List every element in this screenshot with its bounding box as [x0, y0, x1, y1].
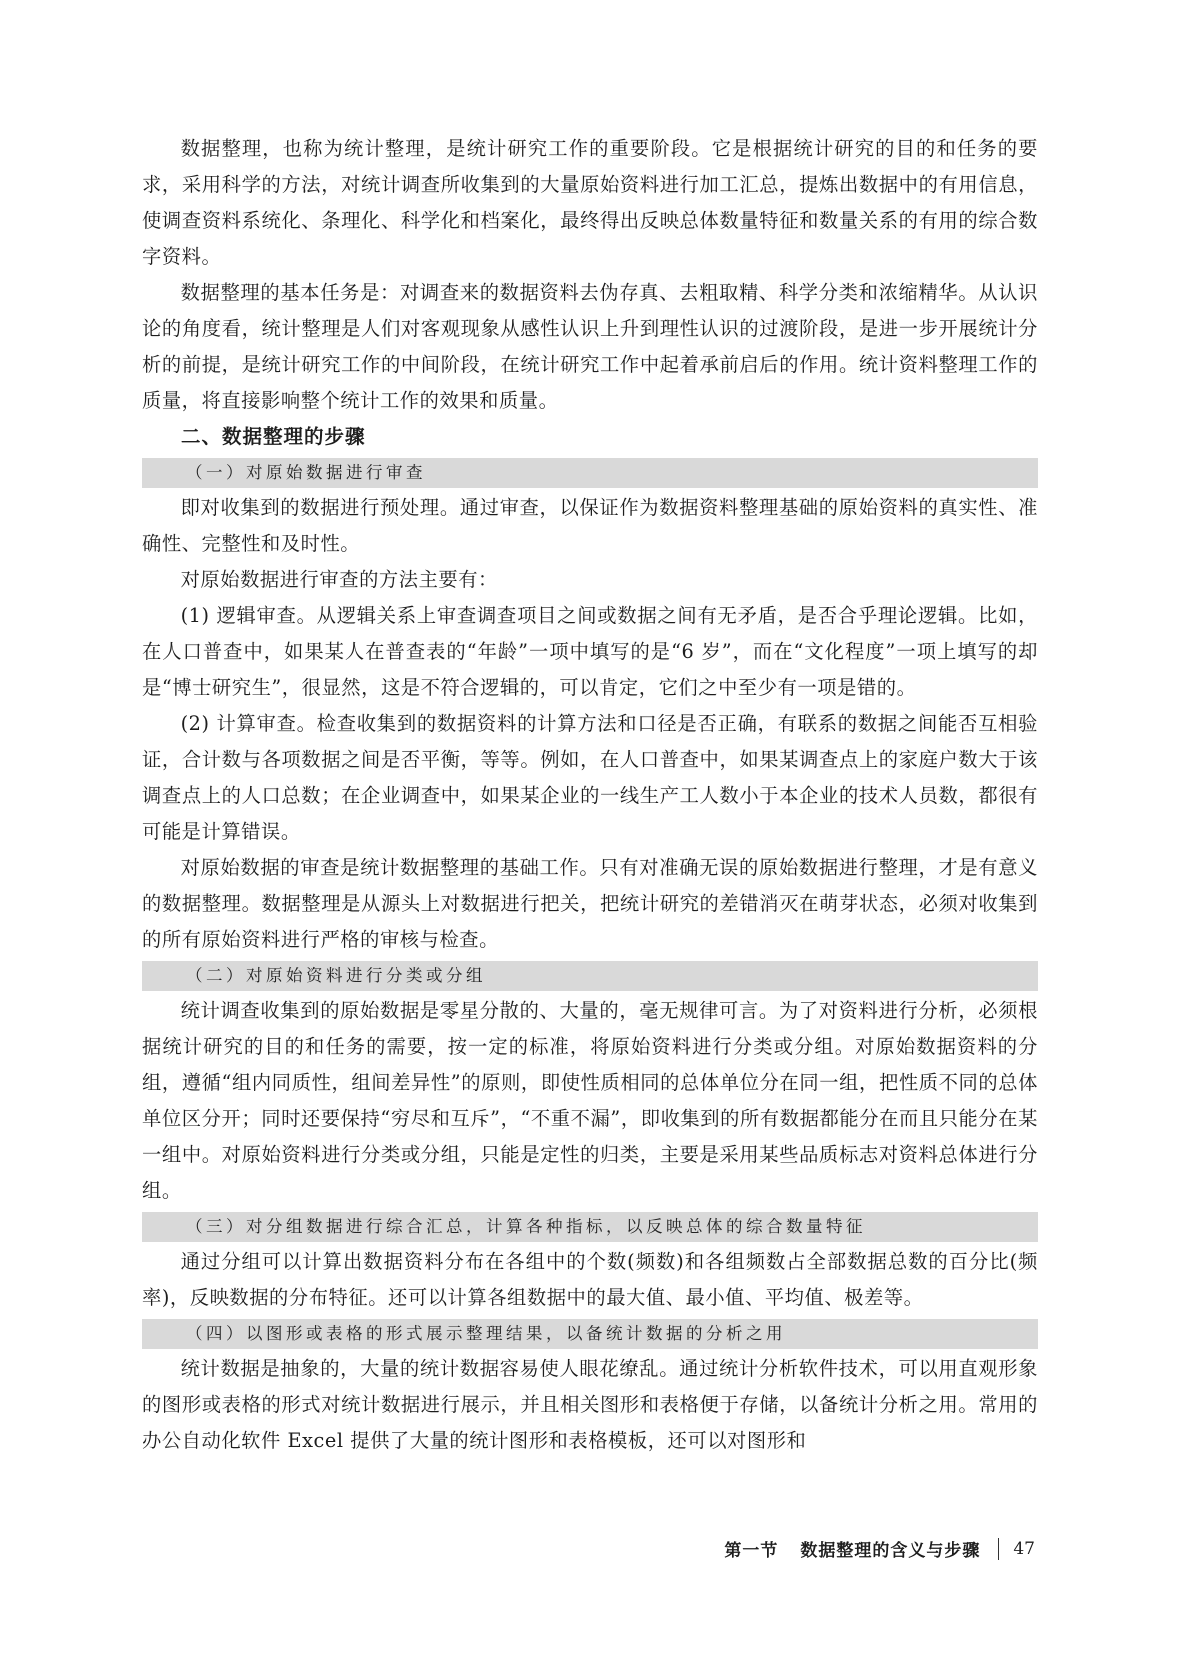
paragraph-grouping: 统计调查收集到的原始数据是零星分散的、大量的，毫无规律可言。为了对资料进行分析，必须根据统计研究的目的和任务的需要，按一定的标准，将原始资料进行分类或分组。对原始数据资料的分组，遵循“组内同质性，组间差异性”的原则，即使性质相同的总体单位分在同一组，把性质不同的总体单位区分开；同时还要保持“穷尽和互斥”，“不重不漏”，即收集到的所有数据都能分在而且只能分在某一组中。对原始资料进行分类或分组，只能是定性的归类，主要是采用某些品质标志对资料总体进行分组。 — [142, 999, 1038, 1202]
paragraph-review-summary: 对原始数据的审查是统计数据整理的基础工作。只有对准确无误的原始数据进行整理，才是有意义的数据整理。数据整理是从源头上对数据进行把关，把统计研究的差错消灭在萌芽状态，必须对收集到的所有原始资料进行严格的审核与检查。 — [142, 856, 1038, 951]
footer-divider — [998, 1538, 999, 1560]
subheading-display-results: （四）以图形或表格的形式展示整理结果，以备统计数据的分析之用 — [142, 1319, 1038, 1349]
paragraph-logic-review: (1) 逻辑审查。从逻辑关系上审查调查项目之间或数据之间有无矛盾，是否合乎理论逻辑。比如，在人口普查中，如果某人在普查表的“年龄”一项中填写的是“6 岁”，而在“文化程度”一项上填写的却是“博士研究生”，很显然，这是不符合逻辑的，可以肯定，它们之中至少有一项是错的。 — [142, 604, 1038, 699]
paragraph-review-methods: 对原始数据进行审查的方法主要有： — [180, 568, 498, 591]
page-body — [142, 131, 1038, 1459]
paragraph-frequency: 通过分组可以计算出数据资料分布在各组中的个数(频数)和各组频数占全部数据总数的百分比(频率)，反映数据的分布特征。还可以计算各组数据中的最大值、最小值、平均值、极差等。 — [142, 1250, 1038, 1309]
paragraph-visualization: 统计数据是抽象的，大量的统计数据容易使人眼花缭乱。通过统计分析软件技术，可以用直观形象的图形或表格的形式对统计数据进行展示，并且相关图形和表格便于存储，以备统计分析之用。常用的办公自动化软件 Excel 提供了大量的统计图形和表格模板，还可以对图形和 — [142, 1357, 1038, 1452]
page-footer — [724, 1536, 1035, 1561]
subheading-review-raw-data: （一）对原始数据进行审查 — [142, 458, 1038, 488]
paragraph-calculation-review: (2) 计算审查。检查收集到的数据资料的计算方法和口径是否正确，有联系的数据之间能否互相验证，合计数与各项数据之间是否平衡，等等。例如，在人口普查中，如果某调查点上的家庭户数大于该调查点上的人口总数；在企业调查中，如果某企业的一线生产工人数小于本企业的技术人员数，都很有可能是计算错误。 — [142, 712, 1038, 843]
subheading-summarize-indicators: （三）对分组数据进行综合汇总，计算各种指标，以反映总体的综合数量特征 — [142, 1212, 1038, 1242]
paragraph-preprocessing: 即对收集到的数据进行预处理。通过审查，以保证作为数据资料整理基础的原始资料的真实性、准确性、完整性和及时性。 — [142, 496, 1038, 555]
section-heading-steps: 二、数据整理的步骤 — [181, 425, 366, 448]
footer-chapter-title: 数据整理的含义与步骤 — [800, 1541, 981, 1561]
page-number: 47 — [1013, 1538, 1035, 1559]
paragraph-definition: 数据整理，也称为统计整理，是统计研究工作的重要阶段。它是根据统计研究的目的和任务的要求，采用科学的方法，对统计调查所收集到的大量原始资料进行加工汇总，提炼出数据中的有用信息，使调查资料系统化、条理化、科学化和档案化，最终得出反映总体数量特征和数量关系的有用的综合数字资料。 — [142, 137, 1038, 268]
subheading-classify-group: （二）对原始资料进行分类或分组 — [142, 961, 1038, 991]
paragraph-basic-task: 数据整理的基本任务是：对调查来的数据资料去伪存真、去粗取精、科学分类和浓缩精华。从认识论的角度看，统计整理是人们对客观现象从感性认识上升到理性认识的过渡阶段，是进一步开展统计分析的前提，是统计研究工作的中间阶段，在统计研究工作中起着承前启后的作用。统计资料整理工作的质量，将直接影响整个统计工作的效果和质量。 — [142, 281, 1038, 412]
footer-section-label: 第一节 — [724, 1541, 779, 1561]
